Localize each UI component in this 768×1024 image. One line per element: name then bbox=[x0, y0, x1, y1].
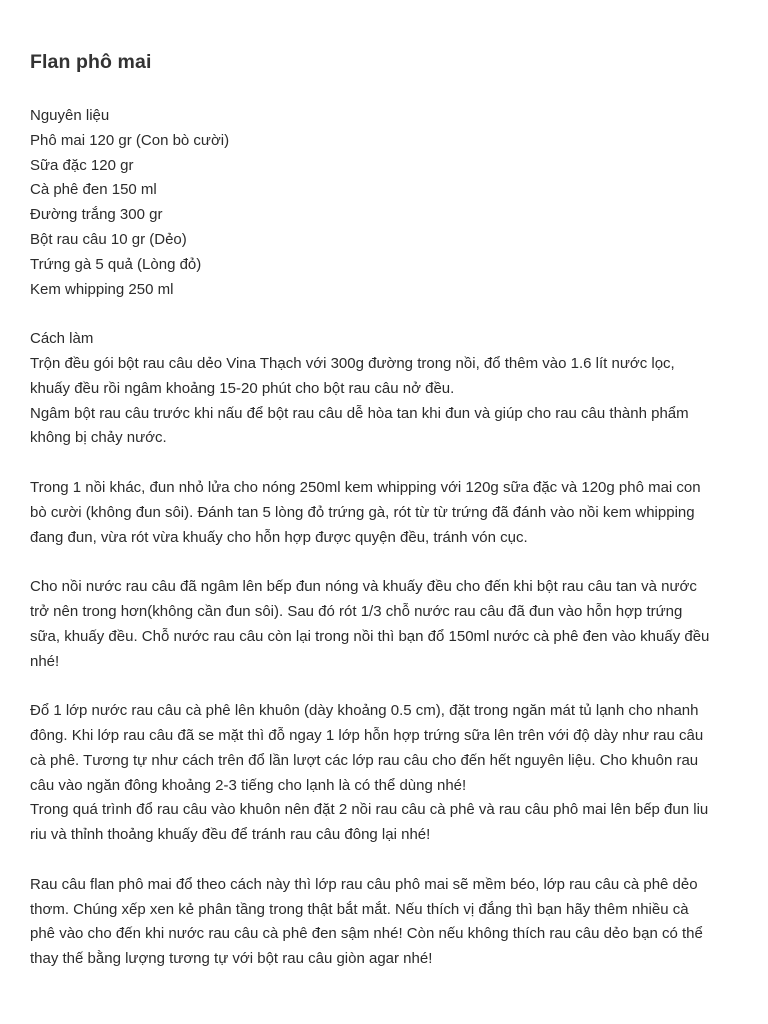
paragraph-line: thơm. Chúng xếp xen kẻ phân tầng trong thật bắt mắt. Nếu thích vị đắng thì bạn hãy thêm nhiều cà bbox=[30, 900, 689, 918]
ingredient-item: Trứng gà 5 quả (Lòng đỏ) bbox=[30, 255, 202, 273]
document-body bbox=[30, 104, 739, 972]
paragraph-line: phê vào cho đến khi nước rau câu cà phê đen sậm nhé! Còn nếu không thích rau câu dẻo bạn có thể bbox=[30, 925, 703, 943]
paragraph-line: Trong quá trình đổ rau câu vào khuôn nên đặt 2 nồi rau câu cà phê và rau câu phô mai lên bếp đun liu bbox=[30, 801, 709, 819]
page-title: Flan phô mai bbox=[30, 51, 152, 73]
ingredients-section bbox=[30, 104, 739, 302]
paragraph-2 bbox=[30, 476, 739, 550]
method-line: Ngâm bột rau câu trước khi nấu để bột rau câu dễ hòa tan khi đun và giúp cho rau câu thành phẩm bbox=[30, 404, 689, 422]
ingredient-item: Đường trắng 300 gr bbox=[30, 206, 163, 224]
method-section bbox=[30, 327, 739, 451]
paragraph-3 bbox=[30, 575, 739, 674]
paragraph-line: đang đun, vừa rót vừa khuấy cho hỗn hợp được quyện đều, tránh vón cục. bbox=[30, 528, 528, 546]
paragraph-4 bbox=[30, 699, 739, 848]
paragraph-line: cà phê. Tương tự như cách trên đổ lần lượt các lớp rau câu cho đến hết nguyên liệu. Cho khuôn rau bbox=[30, 751, 699, 769]
paragraph-line: Rau câu flan phô mai đổ theo cách này thì lớp rau câu phô mai sẽ mềm béo, lớp rau câu cà phê dẻo bbox=[30, 875, 698, 893]
paragraph-line: Đổ 1 lớp nước rau câu cà phê lên khuôn (dày khoảng 0.5 cm), đặt trong ngăn mát tủ lạnh cho nhanh bbox=[30, 702, 699, 720]
paragraph-line: câu vào ngăn đông khoảng 2-3 tiếng cho lạnh là có thể dùng nhé! bbox=[30, 776, 467, 794]
ingredient-item: Kem whipping 250 ml bbox=[30, 280, 174, 298]
paragraph-line: Trong 1 nồi khác, đun nhỏ lửa cho nóng 250ml kem whipping với 120g sữa đặc và 120g phô mai con bbox=[30, 478, 701, 496]
paragraph-line: nhé! bbox=[30, 652, 60, 670]
ingredient-item: Sữa đặc 120 gr bbox=[30, 156, 134, 174]
method-heading: Cách làm bbox=[30, 330, 94, 348]
paragraph-line: riu và thỉnh thoảng khuấy đều để tránh rau câu đông lại nhé! bbox=[30, 826, 431, 844]
method-line: không bị chảy nước. bbox=[30, 429, 167, 447]
paragraph-line: thay thế bằng lượng tương tự với bột rau câu giòn agar nhé! bbox=[30, 950, 433, 968]
paragraph-line: sữa, khuấy đều. Chỗ nước rau câu còn lại trong nồi thì bạn đổ 150ml nước cà phê đen vào khuấy đều bbox=[30, 627, 710, 645]
method-line: khuấy đều rồi ngâm khoảng 15-20 phút cho bột rau câu nở đều. bbox=[30, 379, 455, 397]
paragraph-line: đông. Khi lớp rau câu đã se mặt thì đỗ ngay 1 lớp hỗn hợp trứng sữa lên trên với độ dày như rau câu bbox=[30, 726, 704, 744]
ingredient-item: Phô mai 120 gr (Con bò cười) bbox=[30, 131, 230, 149]
paragraph-line: bò cười (không đun sôi). Đánh tan 5 lòng đỏ trứng gà, rót từ từ trứng đã đánh vào nồi kem whipping bbox=[30, 503, 695, 521]
method-line: Trộn đều gói bột rau câu dẻo Vina Thạch với 300g đường trong nồi, đổ thêm vào 1.6 lít nước lọc, bbox=[30, 354, 675, 372]
paragraph-line: trở nên trong hơn(không cần đun sôi). Sau đó rót 1/3 chỗ nước rau câu đã đun vào hỗn hợp trứng bbox=[30, 602, 683, 620]
ingredient-item: Cà phê đen 150 ml bbox=[30, 181, 157, 199]
paragraph-line: Cho nồi nước rau câu đã ngâm lên bếp đun nóng và khuấy đều cho đến khi bột rau câu tan và nước bbox=[30, 578, 697, 596]
ingredients-heading: Nguyên liệu bbox=[30, 107, 110, 124]
paragraph-5 bbox=[30, 873, 739, 972]
ingredient-item: Bột rau câu 10 gr (Dẻo) bbox=[30, 230, 187, 248]
